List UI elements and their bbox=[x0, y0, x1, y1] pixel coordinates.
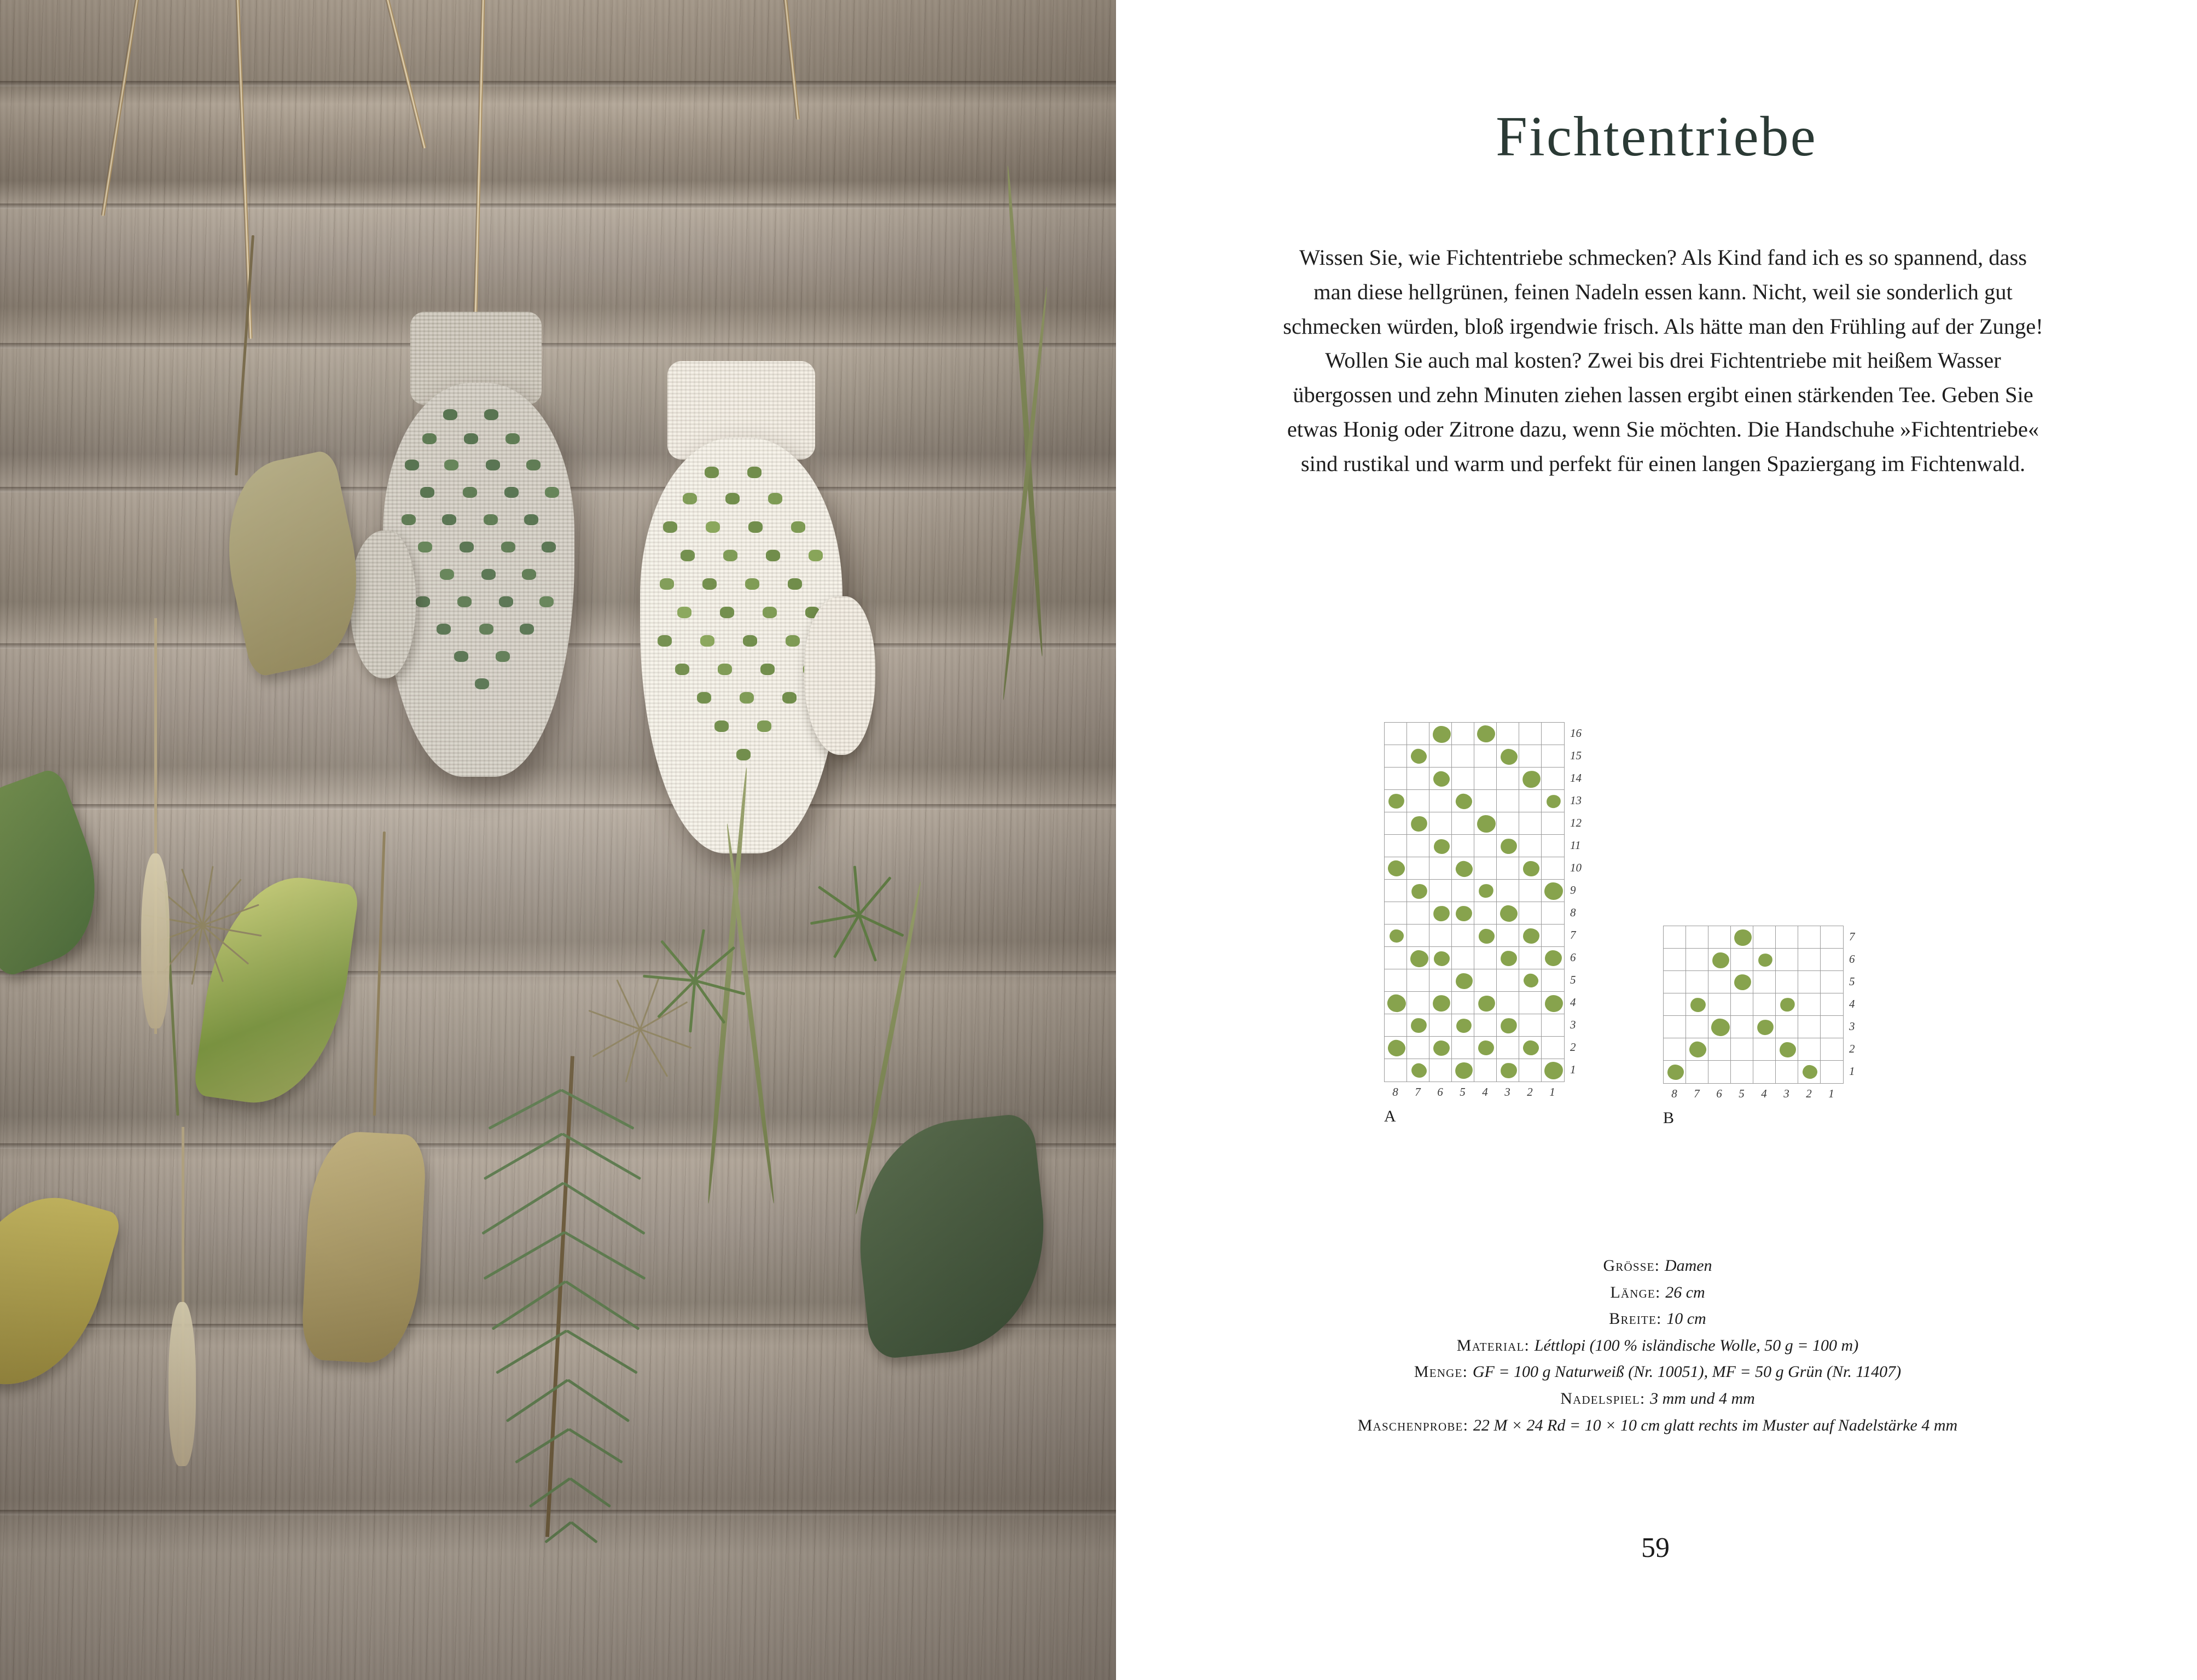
chart-cell bbox=[1776, 926, 1798, 949]
chart-column-number: 5 bbox=[1460, 1085, 1466, 1098]
chart-cell bbox=[1708, 993, 1731, 1016]
chart-cell bbox=[1452, 835, 1474, 857]
chart-row-number: 1 bbox=[1849, 1065, 1855, 1078]
chart-row-number: 7 bbox=[1570, 928, 1576, 941]
chart-cell bbox=[1474, 1059, 1497, 1082]
spec-list bbox=[1193, 1253, 2123, 1439]
chart-cell bbox=[1474, 902, 1497, 925]
chart-cell bbox=[1407, 992, 1429, 1014]
chart-cell bbox=[1519, 902, 1542, 925]
chart-column-number: 8 bbox=[1671, 1087, 1677, 1100]
chart-row-number: 16 bbox=[1570, 726, 1582, 740]
spec-value: 22 M × 24 Rd = 10 × 10 cm glatt rechts im Muster auf Nadelstärke 4 mm bbox=[1473, 1416, 1958, 1434]
chart-cell bbox=[1519, 790, 1542, 812]
chart-cell bbox=[1429, 790, 1452, 812]
spec-line bbox=[1193, 1359, 2123, 1386]
chart-cell bbox=[1542, 902, 1564, 925]
chart-label: A bbox=[1384, 1107, 1396, 1125]
chart-row-number: 5 bbox=[1570, 973, 1576, 986]
chart-cell bbox=[1385, 745, 1407, 768]
chart-cell bbox=[1542, 1014, 1564, 1037]
chart-column-number: 2 bbox=[1806, 1087, 1812, 1100]
chart-row-number: 4 bbox=[1849, 997, 1855, 1010]
chart-cell bbox=[1798, 993, 1821, 1016]
chart-cell bbox=[1542, 768, 1564, 790]
text-page bbox=[1116, 0, 2197, 1680]
chart-row-number: 14 bbox=[1570, 771, 1582, 784]
chart-filled-stitch bbox=[1433, 951, 1449, 966]
chart-filled-stitch bbox=[1455, 973, 1473, 989]
chart-row-number: 10 bbox=[1570, 861, 1582, 874]
chart-column-number: 4 bbox=[1761, 1087, 1767, 1100]
spec-line bbox=[1193, 1412, 2123, 1439]
chart-cell bbox=[1519, 812, 1542, 835]
chart-cell bbox=[1474, 835, 1497, 857]
spec-key: Nadelspiel: bbox=[1560, 1389, 1650, 1408]
chart-cell bbox=[1821, 1038, 1843, 1061]
chart-row-number: 3 bbox=[1570, 1018, 1576, 1031]
chart-cell bbox=[1519, 947, 1542, 969]
chart-cell bbox=[1708, 1061, 1731, 1083]
chart-cell bbox=[1452, 1037, 1474, 1059]
chart-a bbox=[1384, 722, 1582, 1125]
chart-column-number: 5 bbox=[1739, 1087, 1745, 1100]
chart-column-number: 8 bbox=[1392, 1085, 1398, 1098]
knitting-charts bbox=[1116, 711, 2197, 1165]
chart-cell bbox=[1731, 1016, 1753, 1038]
chart-cell bbox=[1429, 812, 1452, 835]
spec-line bbox=[1193, 1333, 2123, 1359]
chart-cell bbox=[1497, 1037, 1519, 1059]
chart-grid bbox=[1384, 722, 1565, 1082]
chart-cell bbox=[1519, 992, 1542, 1014]
chart-cell bbox=[1452, 947, 1474, 969]
chart-label: B bbox=[1663, 1109, 1675, 1127]
chart-cell bbox=[1407, 1037, 1429, 1059]
spec-value: GF = 100 g Naturweiß (Nr. 10051), MF = 50 g Grün (Nr. 11407) bbox=[1472, 1363, 1902, 1381]
chart-cell bbox=[1664, 971, 1686, 993]
chart-cell bbox=[1452, 745, 1474, 768]
chart-cell bbox=[1776, 1061, 1798, 1083]
chart-cell bbox=[1519, 745, 1542, 768]
chart-cell bbox=[1497, 812, 1519, 835]
chart-cell bbox=[1497, 768, 1519, 790]
chart-cell bbox=[1385, 902, 1407, 925]
spec-key: Grösse: bbox=[1603, 1257, 1665, 1275]
chart-cell bbox=[1753, 971, 1776, 993]
chart-cell bbox=[1798, 1038, 1821, 1061]
chart-row-number: 13 bbox=[1570, 794, 1582, 807]
chart-cell bbox=[1385, 880, 1407, 902]
chart-cell bbox=[1429, 745, 1452, 768]
chart-cell bbox=[1474, 745, 1497, 768]
chart-cell bbox=[1686, 1016, 1708, 1038]
chart-cell bbox=[1385, 768, 1407, 790]
chart-row-number: 12 bbox=[1570, 816, 1582, 829]
chart-cell bbox=[1452, 992, 1474, 1014]
chart-cell bbox=[1753, 1038, 1776, 1061]
chart-cell bbox=[1708, 971, 1731, 993]
chart-cell bbox=[1542, 1037, 1564, 1059]
chart-cell bbox=[1407, 790, 1429, 812]
chart-cell bbox=[1731, 1038, 1753, 1061]
page-title: Fichtentriebe bbox=[1496, 105, 1817, 168]
chart-cell bbox=[1708, 926, 1731, 949]
chart-cell bbox=[1519, 1059, 1542, 1082]
spec-key: Länge: bbox=[1610, 1283, 1666, 1301]
chart-cell bbox=[1385, 835, 1407, 857]
chart-cell bbox=[1385, 1014, 1407, 1037]
chart-cell bbox=[1542, 857, 1564, 880]
chart-filled-stitch bbox=[1545, 995, 1563, 1012]
chart-cell bbox=[1385, 969, 1407, 992]
chart-cell bbox=[1542, 745, 1564, 768]
chart-cell bbox=[1429, 1059, 1452, 1082]
spec-key: Menge: bbox=[1414, 1363, 1473, 1381]
chart-cell bbox=[1664, 1038, 1686, 1061]
spec-value: 10 cm bbox=[1666, 1310, 1706, 1328]
chart-row-number: 4 bbox=[1570, 996, 1576, 1009]
chart-row-number: 6 bbox=[1570, 951, 1576, 964]
chart-cell bbox=[1798, 926, 1821, 949]
chart-cell bbox=[1686, 949, 1708, 971]
chart-cell bbox=[1429, 969, 1452, 992]
chart-cell bbox=[1686, 926, 1708, 949]
chart-filled-stitch bbox=[1433, 839, 1449, 853]
chart-row-number: 11 bbox=[1570, 839, 1581, 852]
chart-cell bbox=[1542, 969, 1564, 992]
chart-cell bbox=[1821, 949, 1843, 971]
chart-cell bbox=[1474, 969, 1497, 992]
page-number: 59 bbox=[1641, 1532, 1670, 1563]
chart-column-number: 3 bbox=[1783, 1087, 1789, 1100]
chart-cell bbox=[1452, 880, 1474, 902]
chart-column-number: 3 bbox=[1504, 1085, 1510, 1098]
chart-cell bbox=[1452, 925, 1474, 947]
chart-column-number: 7 bbox=[1694, 1087, 1700, 1100]
chart-cell bbox=[1542, 925, 1564, 947]
chart-cell bbox=[1821, 1061, 1843, 1083]
chart-filled-stitch bbox=[1477, 815, 1496, 833]
chart-cell bbox=[1731, 993, 1753, 1016]
chart-cell bbox=[1497, 857, 1519, 880]
chart-cell bbox=[1542, 812, 1564, 835]
chart-cell bbox=[1798, 949, 1821, 971]
chart-cell bbox=[1664, 926, 1686, 949]
chart-row-number: 7 bbox=[1849, 930, 1855, 943]
spec-line bbox=[1193, 1306, 2123, 1333]
chart-column-number: 7 bbox=[1415, 1085, 1421, 1098]
chart-column-number: 4 bbox=[1482, 1085, 1488, 1098]
chart-cell bbox=[1474, 947, 1497, 969]
chart-row-number: 6 bbox=[1849, 952, 1855, 966]
chart-row-number: 2 bbox=[1570, 1040, 1576, 1054]
chart-cell bbox=[1519, 880, 1542, 902]
chart-cell bbox=[1686, 971, 1708, 993]
chart-cell bbox=[1731, 949, 1753, 971]
chart-filled-stitch bbox=[1432, 725, 1451, 743]
chart-row-number: 3 bbox=[1849, 1020, 1855, 1033]
chart-cell bbox=[1407, 723, 1429, 745]
chart-cell bbox=[1429, 925, 1452, 947]
chart-cell bbox=[1519, 835, 1542, 857]
chart-cell bbox=[1497, 992, 1519, 1014]
chart-cell bbox=[1452, 768, 1474, 790]
chart-cell bbox=[1407, 902, 1429, 925]
chart-cell bbox=[1821, 971, 1843, 993]
chart-b bbox=[1663, 926, 1855, 1127]
chart-row-number: 15 bbox=[1570, 749, 1582, 762]
chart-column-number: 6 bbox=[1716, 1087, 1722, 1100]
chart-column-number: 1 bbox=[1828, 1087, 1834, 1100]
chart-row-number: 1 bbox=[1570, 1063, 1576, 1076]
spec-key: Maschenprobe: bbox=[1357, 1416, 1473, 1434]
chart-cell bbox=[1407, 835, 1429, 857]
chart-cell bbox=[1519, 1014, 1542, 1037]
spec-line bbox=[1193, 1280, 2123, 1306]
chart-cell bbox=[1753, 993, 1776, 1016]
chart-cell bbox=[1385, 947, 1407, 969]
spec-value: Damen bbox=[1664, 1257, 1712, 1275]
chart-cell bbox=[1798, 971, 1821, 993]
chart-cell bbox=[1497, 925, 1519, 947]
chart-column-number: 2 bbox=[1527, 1085, 1533, 1098]
chart-cell bbox=[1497, 969, 1519, 992]
chart-cell bbox=[1542, 835, 1564, 857]
chart-cell bbox=[1664, 1016, 1686, 1038]
chart-cell bbox=[1407, 969, 1429, 992]
chart-cell bbox=[1776, 949, 1798, 971]
chart-cell bbox=[1731, 1061, 1753, 1083]
chart-cell bbox=[1664, 993, 1686, 1016]
chart-cell bbox=[1664, 949, 1686, 971]
spec-line bbox=[1193, 1386, 2123, 1412]
chart-cell bbox=[1385, 723, 1407, 745]
chart-cell bbox=[1407, 925, 1429, 947]
chart-cell bbox=[1542, 723, 1564, 745]
chart-filled-stitch bbox=[1523, 861, 1539, 876]
chart-row-number: 2 bbox=[1849, 1042, 1855, 1055]
chart-cell bbox=[1497, 790, 1519, 812]
chart-cell bbox=[1686, 1061, 1708, 1083]
chart-cell bbox=[1429, 880, 1452, 902]
chart-row-number: 8 bbox=[1570, 906, 1576, 919]
chart-cell bbox=[1519, 723, 1542, 745]
spec-key: Material: bbox=[1456, 1336, 1535, 1355]
chart-cell bbox=[1429, 857, 1452, 880]
chart-cell bbox=[1385, 812, 1407, 835]
chart-cell bbox=[1474, 768, 1497, 790]
chart-cell bbox=[1497, 723, 1519, 745]
chart-cell bbox=[1821, 1016, 1843, 1038]
chart-row-number: 9 bbox=[1570, 883, 1576, 897]
chart-cell bbox=[1407, 857, 1429, 880]
chart-cell bbox=[1385, 1059, 1407, 1082]
spec-key: Breite: bbox=[1609, 1310, 1667, 1328]
chart-cell bbox=[1776, 971, 1798, 993]
chart-row-number: 5 bbox=[1849, 975, 1855, 988]
chart-column-number: 6 bbox=[1437, 1085, 1443, 1098]
spec-value: 26 cm bbox=[1665, 1283, 1705, 1301]
chart-cell bbox=[1821, 926, 1843, 949]
chart-cell bbox=[1474, 790, 1497, 812]
chart-cell bbox=[1452, 812, 1474, 835]
chart-cell bbox=[1798, 1016, 1821, 1038]
spec-value: Léttlopi (100 % isländische Wolle, 50 g = 100 m) bbox=[1534, 1336, 1859, 1355]
chart-cell bbox=[1708, 1038, 1731, 1061]
chart-cell bbox=[1776, 1016, 1798, 1038]
chart-grid bbox=[1663, 926, 1844, 1084]
chart-column-number: 1 bbox=[1549, 1085, 1555, 1098]
spec-line bbox=[1193, 1253, 2123, 1280]
chart-cell bbox=[1821, 993, 1843, 1016]
chart-cell bbox=[1474, 857, 1497, 880]
chart-cell bbox=[1429, 1014, 1452, 1037]
intro-paragraph: Wissen Sie, wie Fichtentriebe schmecken? Als Kind fand ich es so spannend, dass man diese hellgrünen, feinen Nadeln essen kann. Nicht, weil sie sonderlich gut schmecken würden, bloß irgendwie frisch. Als hätte man den Frühling auf der Zunge! Wollen Sie auch mal kosten? Zwei bis drei Fichtentriebe mit heißem Wasser übergossen und zehn Minuten ziehen lassen ergibt einen stärkenden Tee. Geben Sie etwas Honig oder Zitrone dazu, wenn Sie möchten. Die Handschuhe »Fichtentriebe« sind rustikal und warm und perfekt für einen langen Spaziergang im Fichtenwald. bbox=[1283, 245, 2043, 476]
chart-cell bbox=[1753, 1061, 1776, 1083]
chart-cell bbox=[1474, 1014, 1497, 1037]
chart-cell bbox=[1452, 723, 1474, 745]
chart-cell bbox=[1753, 926, 1776, 949]
chart-cell bbox=[1407, 768, 1429, 790]
chart-cell bbox=[1497, 880, 1519, 902]
spec-value: 3 mm und 4 mm bbox=[1650, 1389, 1755, 1408]
